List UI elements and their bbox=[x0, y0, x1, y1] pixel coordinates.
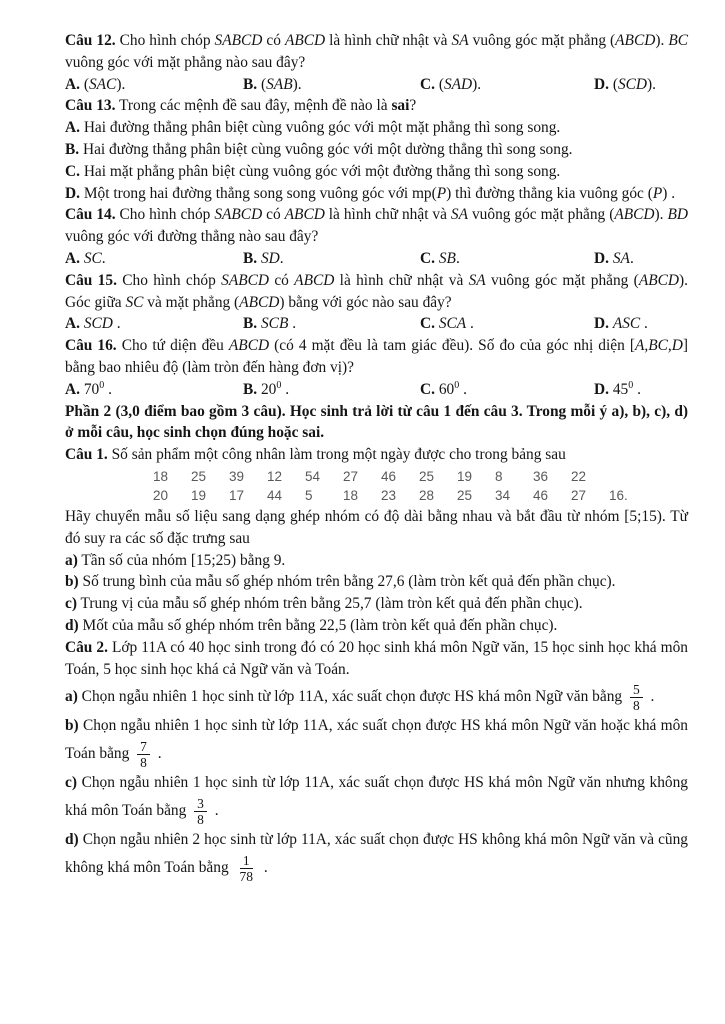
question-14-options bbox=[65, 248, 688, 270]
data-cell: 17 bbox=[229, 487, 245, 503]
question-14-option-c: C. SB. bbox=[420, 249, 460, 267]
question-12-option-c: C. (SAD). bbox=[420, 75, 482, 93]
data-cell: 18 bbox=[153, 468, 169, 484]
question-12-option-d: D. (SCD). bbox=[594, 75, 657, 93]
data-cell: 25 bbox=[191, 468, 207, 484]
cau1-intro: Câu 1. Số sản phẩm một công nhân làm trong một ngày được cho trong bảng sau bbox=[65, 446, 566, 464]
question-12-option-b: B. (SAB). bbox=[243, 75, 302, 93]
question-13-choice-a: A. Hai đường thẳng phân biệt cùng vuông góc với một mặt phẳng thì song song. bbox=[65, 119, 561, 137]
data-cell: 39 bbox=[229, 468, 245, 484]
fraction: $\frac{1}{78}$ bbox=[239, 852, 253, 884]
data-cell: 44 bbox=[267, 487, 283, 503]
question-16-options bbox=[65, 379, 688, 401]
fraction: $\frac{5}{8}$ bbox=[630, 682, 643, 713]
data-cell: 16. bbox=[609, 487, 628, 503]
data-cell: 27 bbox=[343, 468, 359, 484]
question-16-option-d: D. $45^0$ . bbox=[594, 379, 641, 398]
data-cell: 19 bbox=[191, 487, 207, 503]
question-16-option-c: C. $60^0$ . bbox=[420, 379, 467, 398]
question-14-stem: Câu 14. Cho hình chóp SABCD có ABCD là hình chữ nhật và SA vuông góc mặt phẳng (ABCD). BD vuông góc với đường thẳng nào sau đây? bbox=[65, 206, 688, 246]
question-13-choice-c: C. Hai mặt phẳng phân biệt cùng vuông góc với một đường thẳng thì song song. bbox=[65, 162, 561, 180]
data-cell: 25 bbox=[457, 487, 473, 503]
cau1-item-c: c) Trung vị của mẫu số ghép nhóm trên bằng 25,7 (làm tròn kết quả đến phần chục). bbox=[65, 595, 583, 613]
data-cell: 28 bbox=[419, 487, 435, 503]
question-15-option-a: A. SCD . bbox=[65, 315, 121, 333]
question-15-option-c: C. SCA . bbox=[420, 315, 474, 333]
question-13-choice-b: B. Hai đường thẳng phân biệt cùng vuông góc với một dường thẳng thì song song. bbox=[65, 140, 573, 158]
question-14-option-a: A. SC. bbox=[65, 249, 106, 267]
data-row bbox=[153, 467, 688, 486]
data-cell: 12 bbox=[267, 468, 283, 484]
question-13-choice-d: D. Một trong hai đường thẳng song song vuông góc với mp(P) thì đường thẳng kia vuông góc (P) . bbox=[65, 184, 676, 202]
data-cell: 23 bbox=[381, 487, 397, 503]
question-15-option-b: B. SCB . bbox=[243, 315, 297, 333]
cau2-item-a: a) Chọn ngẫu nhiên 1 học sinh từ lớp 11A, xác suất chọn được HS khá môn Ngữ văn bằng $\frac{5}{8}$ . bbox=[65, 682, 655, 714]
question-16-option-a: A. $70^0$ . bbox=[65, 379, 112, 398]
question-14-option-b: B. SD. bbox=[243, 249, 284, 267]
data-cell: 5 bbox=[305, 487, 313, 503]
cau1-followup: Hãy chuyển mẫu số liệu sang dạng ghép nhóm có độ dài bằng nhau và bắt đầu từ nhóm [5;15). Từ đó suy ra các số đặc trưng sau bbox=[65, 507, 688, 547]
data-cell: 20 bbox=[153, 487, 169, 503]
cau1-data-table bbox=[65, 467, 688, 505]
fraction: $\frac{7}{8}$ bbox=[137, 739, 150, 770]
question-16-option-b: B. $20^0$ . bbox=[243, 379, 290, 398]
data-cell: 27 bbox=[571, 487, 587, 503]
cau2-item-d: d) Chọn ngẫu nhiên 2 học sinh từ lớp 11A, xác suất chọn được HS không khá môn Ngữ văn và cũng không khá môn Toán bằng $\frac{1}{78}$ . bbox=[65, 830, 688, 884]
question-14-option-d: D. SA. bbox=[594, 249, 634, 267]
data-cell: 19 bbox=[457, 468, 473, 484]
cau2-item-c: c) Chọn ngẫu nhiên 1 học sinh từ lớp 11A, xác suất chọn được HS khá môn Ngữ văn nhưng không khá môn Toán bằng $\frac{3}{8}$ . bbox=[65, 774, 688, 827]
question-15-options bbox=[65, 313, 688, 335]
question-12-stem: Câu 12. Cho hình chóp SABCD có ABCD là hình chữ nhật và SA vuông góc mặt phẳng (ABCD). BC vuông góc với mặt phẳng nào sau đây? bbox=[65, 32, 688, 71]
question-13-stem: Câu 13. Trong các mệnh đề sau đây, mệnh đề nào là sai? bbox=[65, 97, 417, 115]
question-12-options bbox=[65, 74, 688, 96]
cau1-item-a: a) Tần số của nhóm [15;25) bằng 9. bbox=[65, 551, 286, 569]
question-15-stem: Câu 15. Cho hình chóp SABCD có ABCD là hình chữ nhật và SA vuông góc mặt phẳng (ABCD). Góc giữa SC và mặt phẳng (ABCD) bằng với góc nào sau đây? bbox=[65, 271, 688, 311]
data-row bbox=[153, 486, 688, 505]
fraction: $\frac{3}{8}$ bbox=[194, 796, 207, 827]
cau1-item-b: b) Số trung bình của mẫu số ghép nhóm trên bằng 27,6 (làm tròn kết quả đến phần chục). bbox=[65, 573, 616, 591]
data-cell: 36 bbox=[533, 468, 549, 484]
cau1-item-d: d) Mốt của mẫu số ghép nhóm trên bằng 22,5 (làm tròn kết quả đến phần chục). bbox=[65, 616, 558, 634]
data-cell: 46 bbox=[381, 468, 397, 484]
data-cell: 18 bbox=[343, 487, 359, 503]
question-15-option-d: D. ASC . bbox=[594, 315, 648, 333]
question-16-stem: Câu 16. Cho tứ diện đều ABCD (có 4 mặt đều là tam giác đều). Số đo của góc nhị diện [A,BC,D] bằng bao nhiêu độ (làm tròn đến hàng đơn vị)? bbox=[65, 337, 688, 376]
part2-header: Phần 2 (3,0 điểm bao gồm 3 câu). Học sinh trả lời từ câu 1 đến câu 3. Trong mỗi ý a), b), c), d) ở mỗi câu, học sinh chọn đúng hoặc sai. bbox=[65, 402, 688, 442]
data-cell: 25 bbox=[419, 468, 435, 484]
data-cell: 54 bbox=[305, 468, 321, 484]
cau2-item-b: b) Chọn ngẫu nhiên 1 học sinh từ lớp 11A, xác suất chọn được HS khá môn Ngữ văn hoặc khá môn Toán bằng $\frac{7}{8}$ . bbox=[65, 717, 688, 771]
cau2-intro: Câu 2. Lớp 11A có 40 học sinh trong đó có 20 học sinh khá môn Ngữ văn, 15 học sinh học khá môn Toán, 5 học sinh học khá cả Ngữ văn và Toán. bbox=[65, 638, 688, 678]
data-cell: 46 bbox=[533, 487, 549, 503]
data-cell: 8 bbox=[495, 468, 503, 484]
question-12-option-a: A. (SAC). bbox=[65, 75, 126, 93]
data-cell: 34 bbox=[495, 487, 511, 503]
data-cell: 22 bbox=[571, 468, 587, 484]
